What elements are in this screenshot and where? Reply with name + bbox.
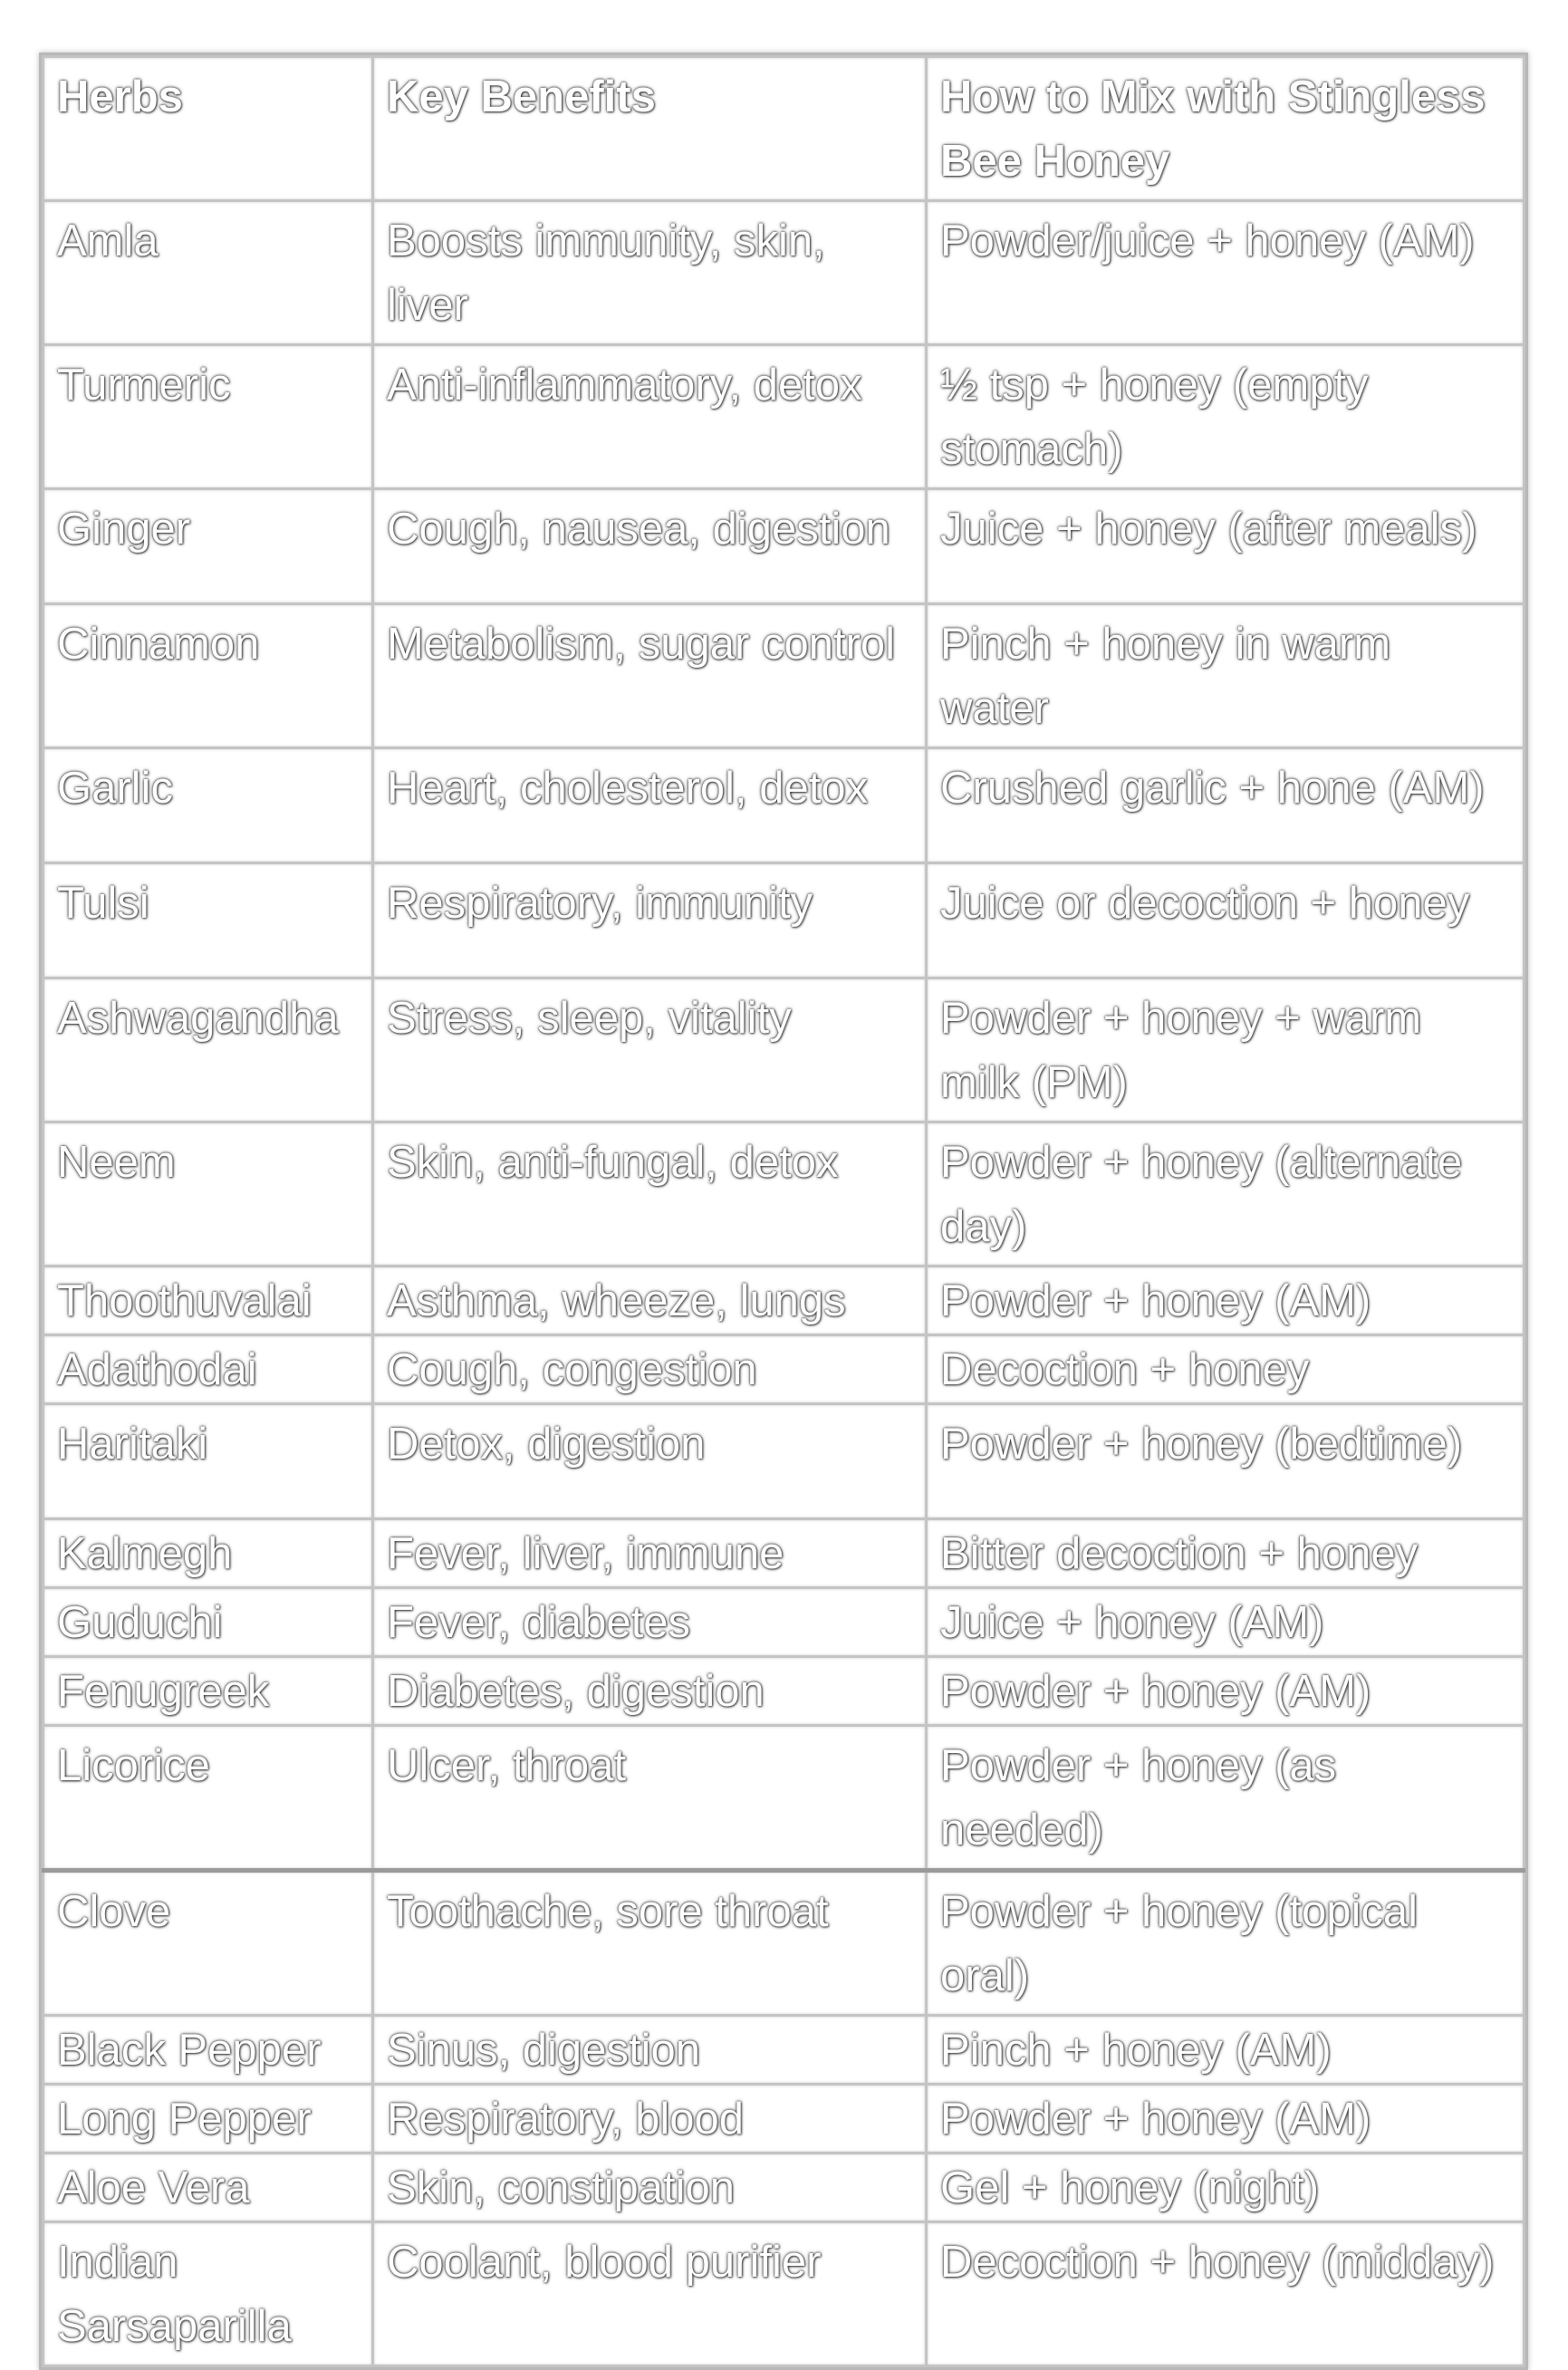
herb-honey-table (42, 55, 1525, 2367)
mix-cell: Gel + honey (night) (927, 2153, 1525, 2222)
herb-cell: Licorice (43, 1726, 373, 1871)
mix-cell: Decoction + honey (927, 1335, 1525, 1404)
benefits-cell: Fever, liver, immune (373, 1519, 927, 1588)
table-row (43, 1588, 1525, 1657)
benefits-cell: Metabolism, sugar control (373, 604, 927, 748)
table-row (43, 489, 1525, 604)
benefits-cell: Cough, congestion (373, 1335, 927, 1404)
table-row (43, 604, 1525, 748)
benefits-cell: Detox, digestion (373, 1404, 927, 1519)
table-row (43, 1657, 1525, 1726)
herb-cell: Tulsi (43, 863, 373, 978)
mix-cell: Powder + honey (AM) (927, 2085, 1525, 2153)
herb-cell: Adathodai (43, 1335, 373, 1404)
mix-cell: Crushed garlic + hone (AM) (927, 748, 1525, 863)
table-row (43, 2016, 1525, 2085)
benefits-cell: Coolant, blood purifier (373, 2222, 927, 2366)
benefits-cell: Cough, nausea, digestion (373, 489, 927, 604)
herb-cell: Haritaki (43, 1404, 373, 1519)
table-header-row (43, 57, 1525, 201)
herb-cell: Kalmegh (43, 1519, 373, 1588)
mix-cell: Decoction + honey (midday) (927, 2222, 1525, 2366)
mix-cell: Juice or decoction + honey (927, 863, 1525, 978)
benefits-cell: Respiratory, immunity (373, 863, 927, 978)
herb-cell: Amla (43, 201, 373, 345)
herb-cell: Aloe Vera (43, 2153, 373, 2222)
header-key-benefits: Key Benefits (373, 57, 927, 201)
benefits-cell: Stress, sleep, vitality (373, 978, 927, 1122)
header-herbs: Herbs (43, 57, 373, 201)
table-row (43, 978, 1525, 1122)
table-row (43, 345, 1525, 489)
mix-cell: Powder + honey (bedtime) (927, 1404, 1525, 1519)
table-row (43, 863, 1525, 978)
mix-cell: Pinch + honey (AM) (927, 2016, 1525, 2085)
mix-cell: ½ tsp + honey (empty stomach) (927, 345, 1525, 489)
herb-cell: Cinnamon (43, 604, 373, 748)
table-row (43, 2085, 1525, 2153)
herb-cell: Ashwagandha (43, 978, 373, 1122)
header-how-to-mix: How to Mix with Stingless Bee Honey (927, 57, 1525, 201)
table-row (43, 1519, 1525, 1588)
herb-cell: Ginger (43, 489, 373, 604)
mix-cell: Juice + honey (after meals) (927, 489, 1525, 604)
benefits-cell: Fever, diabetes (373, 1588, 927, 1657)
benefits-cell: Respiratory, blood (373, 2085, 927, 2153)
table-row (43, 1335, 1525, 1404)
mix-cell: Powder + honey + warm milk (PM) (927, 978, 1525, 1122)
benefits-cell: Asthma, wheeze, lungs (373, 1267, 927, 1335)
benefits-cell: Sinus, digestion (373, 2016, 927, 2085)
herb-cell: Indian Sarsaparilla (43, 2222, 373, 2366)
herb-cell: Clove (43, 1871, 373, 2016)
benefits-cell: Anti-inflammatory, detox (373, 345, 927, 489)
table-row (43, 1404, 1525, 1519)
benefits-cell: Heart, cholesterol, detox (373, 748, 927, 863)
mix-cell: Powder + honey (AM) (927, 1267, 1525, 1335)
mix-cell: Bitter decoction + honey (927, 1519, 1525, 1588)
mix-cell: Powder + honey (AM) (927, 1657, 1525, 1726)
herb-cell: Garlic (43, 748, 373, 863)
mix-cell: Juice + honey (AM) (927, 1588, 1525, 1657)
mix-cell: Powder + honey (as needed) (927, 1726, 1525, 1871)
herb-cell: Neem (43, 1122, 373, 1267)
table-row (43, 748, 1525, 863)
table-row (43, 2153, 1525, 2222)
table-row (43, 1122, 1525, 1267)
benefits-cell: Diabetes, digestion (373, 1657, 927, 1726)
table-row (43, 2222, 1525, 2366)
mix-cell: Powder + honey (alternate day) (927, 1122, 1525, 1267)
benefits-cell: Skin, constipation (373, 2153, 927, 2222)
herb-cell: Turmeric (43, 345, 373, 489)
herb-cell: Fenugreek (43, 1657, 373, 1726)
mix-cell: Powder/juice + honey (AM) (927, 201, 1525, 345)
table-row (43, 201, 1525, 345)
table-row (43, 1267, 1525, 1335)
table-row (43, 1726, 1525, 1871)
table-row (43, 1871, 1525, 2016)
benefits-cell: Ulcer, throat (373, 1726, 927, 1871)
benefits-cell: Boosts immunity, skin, liver (373, 201, 927, 345)
herb-cell: Long Pepper (43, 2085, 373, 2153)
benefits-cell: Toothache, sore throat (373, 1871, 927, 2016)
herb-honey-table-container (39, 53, 1528, 2370)
herb-cell: Black Pepper (43, 2016, 373, 2085)
mix-cell: Pinch + honey in warm water (927, 604, 1525, 748)
herb-cell: Guduchi (43, 1588, 373, 1657)
mix-cell: Powder + honey (topical oral) (927, 1871, 1525, 2016)
benefits-cell: Skin, anti-fungal, detox (373, 1122, 927, 1267)
herb-cell: Thoothuvalai (43, 1267, 373, 1335)
